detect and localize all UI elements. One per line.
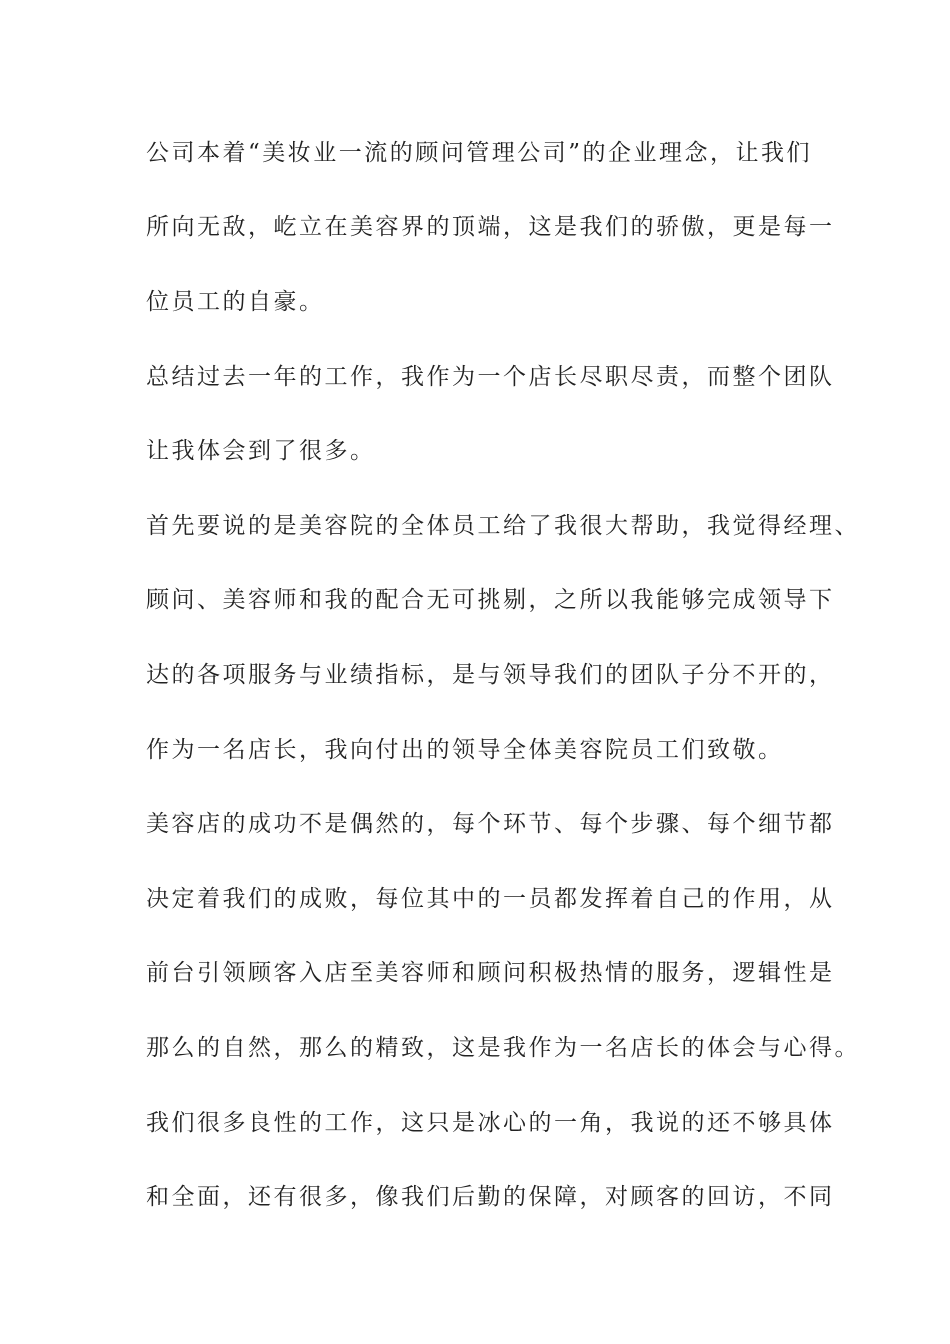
text-line: 和全面，还有很多，像我们后勤的保障，对顾客的回访，不同 [146, 1184, 835, 1210]
text-line: 所向无敌，屹立在美容界的顶端，这是我们的骄傲，更是每一 [146, 214, 835, 240]
text-line: 位员工的自豪。 [146, 289, 325, 315]
text-line: 让我体会到了很多。 [146, 438, 376, 464]
text-line: 总结过去一年的工作，我作为一个店长尽职尽责，而整个团队 [146, 364, 835, 390]
text-line: 美容店的成功不是偶然的，每个环节、每个步骤、每个细节都 [146, 811, 835, 837]
text-line: 达的各项服务与业绩指标，是与领导我们的团队子分不开的， [146, 662, 835, 688]
text-line: 顾问、美容师和我的配合无可挑剔，之所以我能够完成领导下 [146, 587, 835, 613]
text-line: 决定着我们的成败，每位其中的一员都发挥着自己的作用，从 [146, 886, 835, 912]
text-line: 前台引领顾客入店至美容师和顾问积极热情的服务，逻辑性是 [146, 960, 835, 986]
text-line: 作为一名店长，我向付出的领导全体美容院员工们致敬。 [146, 737, 784, 763]
text-line: 公司本着“美妆业一流的顾问管理公司”的企业理念，让我们 [146, 140, 813, 166]
text-line: 首先要说的是美容院的全体员工给了我很大帮助，我觉得经理、 [146, 513, 860, 539]
text-line: 那么的自然，那么的精致，这是我作为一名店长的体会与心得。 [146, 1035, 860, 1061]
text-line: 我们很多良性的工作，这只是冰心的一角，我说的还不够具体 [146, 1110, 835, 1136]
